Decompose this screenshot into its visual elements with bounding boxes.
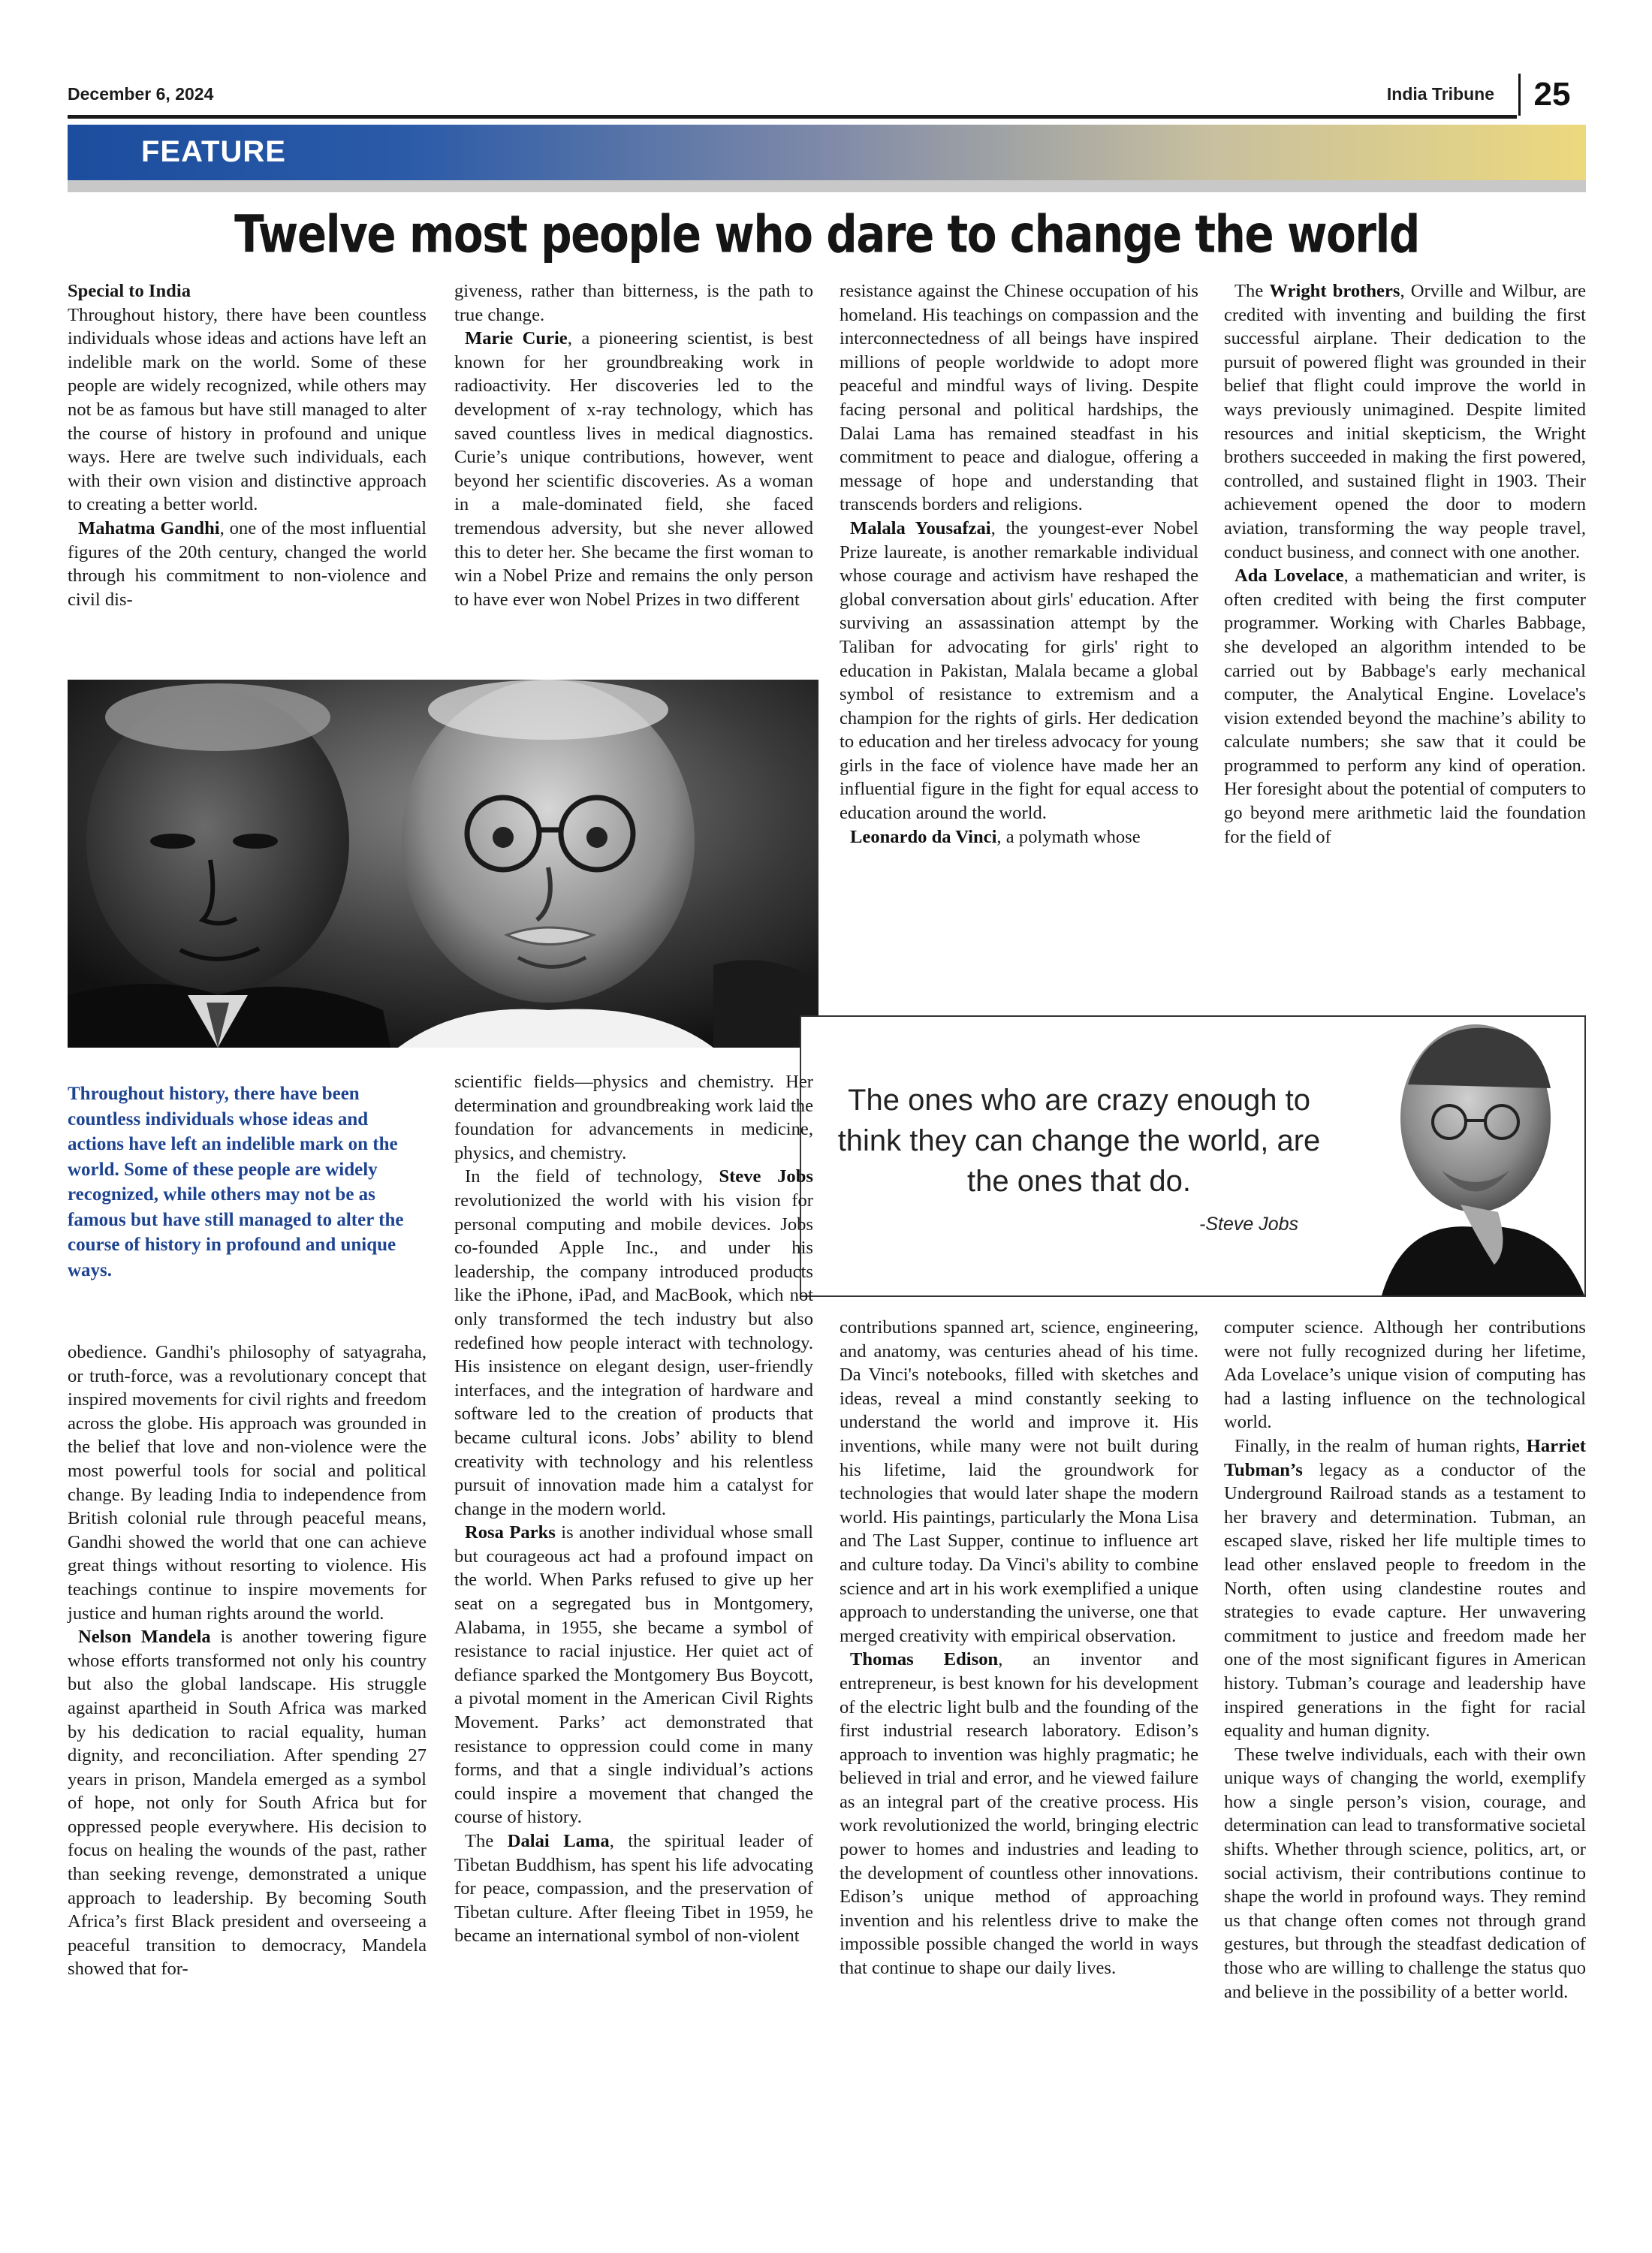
name-lovelace: Ada Lovelace	[1234, 566, 1344, 587]
quote-attribution: -Steve Jobs	[1199, 1214, 1299, 1235]
malala-paragraph	[840, 517, 1198, 825]
wright-text: , Orville and Wilbur, are credited with inventing and building the first successful airplane. Their dedication to the pursuit of powered flight was grounded in their belief that flight could improve the world in ways previously unimagined. Despite limited resources and initial skepticism, the Wright brothers succeeded in making the first powered, controlled, and sustained flight in 1903. Their achievement opened the door to modern aviation, transforming the way people travel, conduct business, and connect with one another.	[1224, 281, 1586, 562]
mandela-gandhi-photo	[68, 680, 818, 1048]
gandhi-continued: giveness, rather than bitterness, is the path to true change.	[454, 281, 813, 325]
column-3-top	[840, 279, 1198, 849]
davinci-continued: contributions spanned art, science, engineering, and anatomy, was centuries ahead of his time. Da Vinci's notebooks, filled with sketches and ideas, reveal a mind constantly seeking to understand the world and improve it. His inventions, while many were not built during his lifetime, laid the groundwork for technologies that would later shape the modern world. His paintings, particularly the Mona Lisa and The Last Supper, continue to influence art and culture today. Da Vinci's ability to combine science and art in his work exemplified a unique approach to understanding the universe, one that merged creativity with empirical observation.	[840, 1317, 1198, 1646]
davinci-paragraph	[840, 825, 1198, 849]
quote-box	[800, 1015, 1586, 1297]
tubman-text: legacy as a conductor of the Underground Railroad stands as a testament to her bravery and determination. Tubman, an escaped slave, risked her life multiple times to lead other enslaved people to freedom in the North, often using clandestine routes and strategies to evade capture. Her unwavering commitment to justice and freedom made her one of the most significant figures in American history. Tubman’s courage and leadership have inspired generations in the fight for racial equality and human dignity.	[1224, 1459, 1586, 1742]
quote-text: The ones who are crazy enough to think they can change the world, are the ones that do.	[837, 1084, 1321, 1198]
malala-text: , the youngest-ever Nobel Prize laureate, is another remarkable individual whose courage and activism have reshaped the global conversation about girls' education. After surviving an assassination attempt by the Taliban for advocating for girls' right to education in Pakistan, Malala became a global symbol of resistance to extremism and a champion for the rights of girls. Her dedication to education and her tireless advocacy for young girls in the face of violence have made her an influential figure in the fight for equal access to education around the world.	[840, 517, 1198, 824]
name-dalai-lama: Dalai Lama	[507, 1831, 610, 1851]
column-2-bottom	[454, 1070, 813, 1948]
name-parks: Rosa Parks	[465, 1522, 556, 1543]
mandela-paragraph	[68, 1625, 427, 1981]
dalai-lama-paragraph	[454, 1829, 813, 1948]
column-4-top	[1224, 279, 1586, 849]
parks-paragraph	[454, 1521, 813, 1829]
gandhi-continued-2: obedience. Gandhi's philosophy of satyagraha, or truth-force, was a revolutionary concept that inspired movements for civil rights and freedom across the globe. His approach was grounded in the belief that love and non-violence were the most powerful tools for social and political change. By leading India to independence from British colonial rule through peaceful means, Gandhi showed the world that one can achieve great things without resorting to violence. His teachings continue to inspire movements for justice and human rights around the world.	[68, 1342, 427, 1624]
intro-paragraph: Throughout history, there have been countless individuals whose ideas and actions have left an indelible mark on the world. Some of these people are widely recognized, while others may not be as famous but have still managed to alter the course of history in profound and unique ways. Here are twelve such individuals, each with their own vision and distinctive approach to creating a better world.	[68, 304, 427, 515]
curie-paragraph	[454, 327, 813, 611]
jobs-text: revolutionized the world with his vision for personal computing and mobile devices. Jobs co-founded Apple Inc., and under his leadership, the company introduced products like the iPhone, iPad, and MacBook, which not only transformed the tech industry but also redefined how people interact with technology. His insistence on elegant design, user-friendly interfaces, and the integration of hardware and software led to the creation of products that became cultural icons. Jobs’ ability to blend creativity with technology and his relentless pursuit of innovation made him a catalyst for change in the modern world.	[454, 1190, 813, 1519]
pull-quote: Throughout history, there have been countless individuals whose ideas and actions have left an indelible mark on the world. Some of these people are widely recognized, while others may not be as famous but have still managed to alter the course of history in profound and unique ways.	[68, 1084, 404, 1280]
davinci-text: , a polymath whose	[996, 826, 1141, 847]
name-curie: Marie Curie	[465, 328, 568, 349]
name-gandhi: Mahatma Gandhi	[78, 517, 220, 538]
curie-text: , a pioneering scientist, is best known for her groundbreaking work in radioactivity. Her discoveries led to the development of x-ray technology, which has saved countless lives in medical diagnostics. Curie’s unique contributions, however, went beyond her scientific discoveries. As a woman in a male-dominated field, she faced tremendous adversity, but she never allowed this to deter her. She became the first woman to win a Nobel Prize and remains the only person to have ever won Nobel Prizes in two different	[454, 328, 813, 610]
tubman-pre: Finally, in the realm of human rights,	[1234, 1435, 1527, 1456]
curie-continued: scientific fields—physics and chemistry. Her determination and groundbreaking work laid the foundation for advancements in medicine, physics, and chemistry.	[454, 1072, 813, 1163]
column-3-bottom	[840, 1316, 1198, 1980]
closing-paragraph: These twelve individuals, each with their own unique ways of changing the world, exemplify how a single person’s vision, courage, and determination can lead to transformative societal shifts. Whether through science, politics, art, or social activism, their contributions continue to shape the world in profound ways. They remind us that change often comes not through grand gestures, but through the steadfast dedication of those who are willing to challenge the status quo and believe in the possibility of a better world.	[1224, 1744, 1586, 2002]
page-number: 25	[1518, 71, 1586, 119]
section-label: FEATURE	[141, 135, 286, 168]
section-band-shadow	[68, 180, 1586, 192]
name-mandela: Nelson Mandela	[78, 1627, 211, 1648]
lovelace-continued: computer science. Although her contributions were not fully recognized during her lifetime, Ada Lovelace’s unique vision of computing has had a lasting influence on the technological world.	[1224, 1317, 1586, 1433]
wright-paragraph	[1224, 279, 1586, 564]
dalai-text: , the spiritual leader of Tibetan Buddhism, has spent his life advocating for peace, compassion, and the preservation of Tibetan culture. After fleeing Tibet in 1959, he became an international symbol of non-violent	[454, 1831, 813, 1947]
name-davinci: Leonardo da Vinci	[850, 826, 997, 847]
name-malala: Malala Yousafzai	[850, 517, 991, 538]
portrait-illustration	[68, 680, 818, 1048]
wright-pre: The	[1234, 281, 1270, 301]
publication-name: India Tribune	[1386, 84, 1494, 104]
lovelace-paragraph	[1224, 564, 1586, 849]
tubman-paragraph	[1224, 1434, 1586, 1743]
column-4-bottom	[1224, 1316, 1586, 2004]
issue-date: December 6, 2024	[68, 84, 214, 104]
edison-paragraph	[840, 1648, 1198, 1980]
parks-text: is another individual whose small but courageous act had a profound impact on the world. When Parks refused to give up her seat on a segregated bus in Montgomery, Alabama, in 1955, she became a symbol of resistance to racial injustice. Her quiet act of defiance sparked the Montgomery Bus Boycott, a pivotal moment in the American Civil Rights Movement. Parks’ act demonstrated that resistance to oppression could come in many forms, and that a single individual’s actions could inspire a movement that changed the course of history.	[454, 1522, 813, 1828]
jobs-pre: In the field of technology,	[465, 1166, 719, 1187]
lovelace-text: , a mathematician and writer, is often credited with being the first computer programmer. Working with Charles Babbage, she developed an algorithm intended to be carried out by Babbage's early mechanical computer, the Analytical Engine. Lovelace's vision extended beyond the machine’s ability to calculate numbers; she saw that it could be programmed to perform any kind of operation. Her foresight about the potential of computers to go beyond mere arithmetic laid the foundation for the field of	[1224, 566, 1586, 847]
mandela-text: is another towering figure whose efforts transformed not only his country but also the global landscape. His struggle against apartheid in South Africa was marked by his dedication to racial equality, human dignity, and reconciliation. After spending 27 years in prison, Mandela emerged as a symbol of hope, not only for South Africa but for oppressed people everywhere. His decision to focus on healing the wounds of the past, rather than seeking revenge, demonstrated a unique approach to leadership. By becoming South Africa’s first Black president and overseeing a peaceful transition to democracy, Mandela showed that for-	[68, 1627, 427, 1980]
section-band	[68, 125, 1586, 180]
column-1-bottom	[68, 1341, 427, 1981]
name-edison: Thomas Edison	[850, 1649, 999, 1670]
edison-text: , an inventor and entrepreneur, is best known for his development of the electric light bulb and the founding of the first industrial research laboratory. Edison’s approach to invention was highly pragmatic; he believed in trial and error, and he viewed failure as an integral part of the creative process. His work revolutionized the world, bringing electric power to homes and industries and leading to the development of countless other innovations. Edison’s unique method of approaching invention and his relentless drive to make the impossible possible changed the world in ways that continue to shape our daily lives.	[840, 1649, 1198, 1979]
dalai-pre: The	[465, 1831, 508, 1851]
header-rule	[68, 115, 1517, 119]
name-tubman: Harriet Tubman’s	[1224, 1435, 1586, 1480]
column-1-top	[68, 279, 427, 611]
gandhi-text: , one of the most influential figures of the 20th century, changed the world through his commitment to non-violence and civil dis-	[68, 517, 427, 610]
gandhi-paragraph	[68, 517, 427, 611]
article-headline: Twelve most people who dare to change the world	[234, 204, 1419, 265]
jobs-paragraph	[454, 1165, 813, 1521]
byline: Special to India	[68, 281, 191, 301]
steve-jobs-portrait	[1337, 1017, 1584, 1295]
name-wright: Wright brothers	[1269, 281, 1400, 301]
dalai-lama-continued: resistance against the Chinese occupation of his homeland. His teachings on compassion and the interconnectedness of all beings have inspired millions of people worldwide to adopt more peaceful and mindful ways of living. Despite facing personal and political hardships, the Dalai Lama has remained steadfast in his commitment to peace and dialogue, offering a message of hope and understanding that transcends borders and religions.	[840, 281, 1198, 515]
column-2-top	[454, 279, 813, 611]
name-jobs: Steve Jobs	[719, 1166, 813, 1187]
